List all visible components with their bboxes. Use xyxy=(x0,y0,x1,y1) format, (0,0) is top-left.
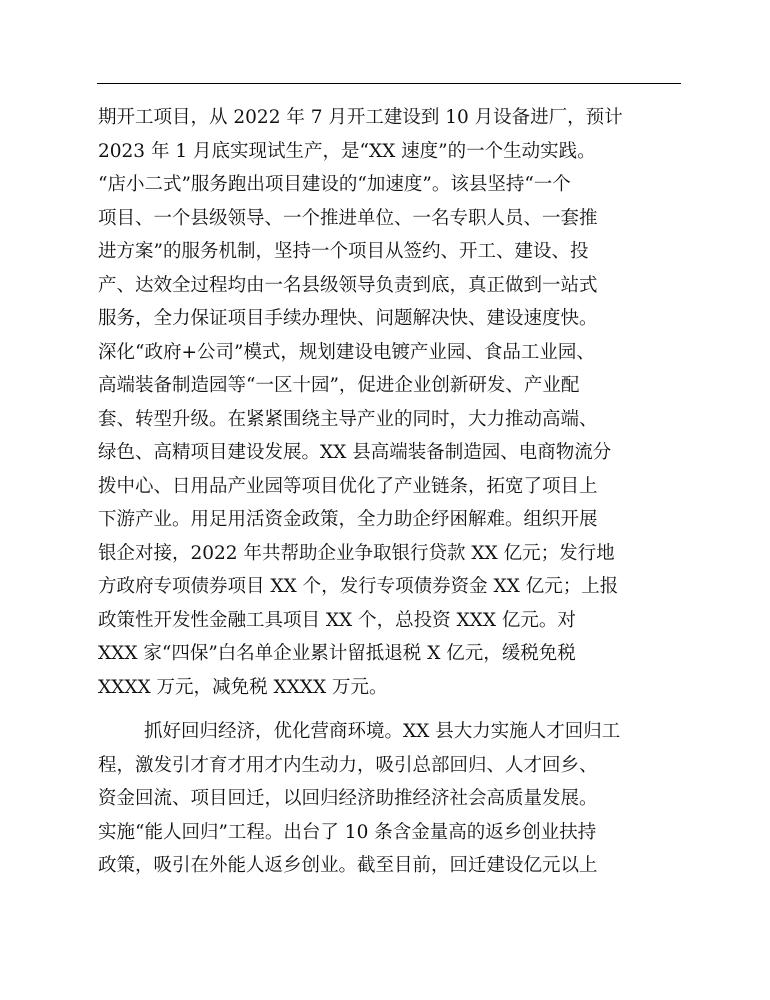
text-line: 政策，吸引在外能人返乡创业。截至目前，回迁建设亿元以上 xyxy=(98,855,598,876)
paragraph-gap xyxy=(98,704,688,715)
text-line: 产、达效全过程均由一名县级领导负责到底，真正做到一站式 xyxy=(98,274,598,296)
text-line: 服务，全力保证项目手续办理快、问题解决快、建设速度快。 xyxy=(98,308,598,329)
text-line: 项目、一个县级领导、一个推进单位、一名专职人员、一套推 xyxy=(98,207,598,229)
text-line: 抓好回归经济，优化营商环境。XX 县大力实施人才回归工 xyxy=(144,721,621,742)
text-line: XXX 家“四保”白名单企业累计留抵退税 X 亿元，缓税免税 xyxy=(98,643,576,664)
text-line: 深化“政府+公司”模式，规划建设电镀产业园、食品工业园、 xyxy=(98,341,595,363)
header-rule xyxy=(97,83,681,84)
text-line: 高端装备制造园等“一区十园”，促进企业创新研发、产业配 xyxy=(98,375,580,396)
paragraph-1 xyxy=(98,101,688,704)
text-line: 资金回流、项目回迁，以回归经济助推经济社会高质量发展。 xyxy=(98,788,598,809)
text-line: 拨中心、日用品产业园等项目优化了产业链条，拓宽了项目上 xyxy=(98,475,598,497)
text-line: 银企对接，2022 年共帮助企业争取银行贷款 XX 亿元；发行地 xyxy=(98,542,615,564)
text-line: 方政府专项债券项目 XX 个，发行专项债券资金 XX 亿元；上报 xyxy=(98,576,619,597)
text-line: 下游产业。用足用活资金政策，全力助企纾困解难。组织开展 xyxy=(98,509,598,530)
text-line: 政策性开发性金融工具项目 XX 个，总投资 XXX 亿元。对 xyxy=(98,609,576,631)
text-line: 期开工项目，从 2022 年 7 月开工建设到 10 月设备进厂，预计 xyxy=(98,107,623,128)
text-line: “店小二式”服务跑出项目建设的“加速度”。该县坚持“一个 xyxy=(98,174,571,195)
document-body xyxy=(98,101,688,883)
text-line: 程，激发引才育才用才内生动力，吸引总部回归、人才回乡、 xyxy=(98,754,598,776)
text-line: XXXX 万元，减免税 XXXX 万元。 xyxy=(98,676,388,698)
paragraph-2 xyxy=(98,715,688,883)
text-line: 实施“能人回归”工程。出台了 10 条含金量高的返乡创业扶持 xyxy=(98,821,597,843)
text-line: 进方案”的服务机制，坚持一个项目从签约、开工、建设、投 xyxy=(98,241,589,262)
text-line: 2023 年 1 月底实现试生产，是“XX 速度”的一个生动实践。 xyxy=(98,140,596,162)
text-line: 绿色、高精项目建设发展。XX 县高端装备制造园、电商物流分 xyxy=(98,442,612,463)
text-line: 套、转型升级。在紧紧围绕主导产业的同时，大力推动高端、 xyxy=(98,408,598,430)
